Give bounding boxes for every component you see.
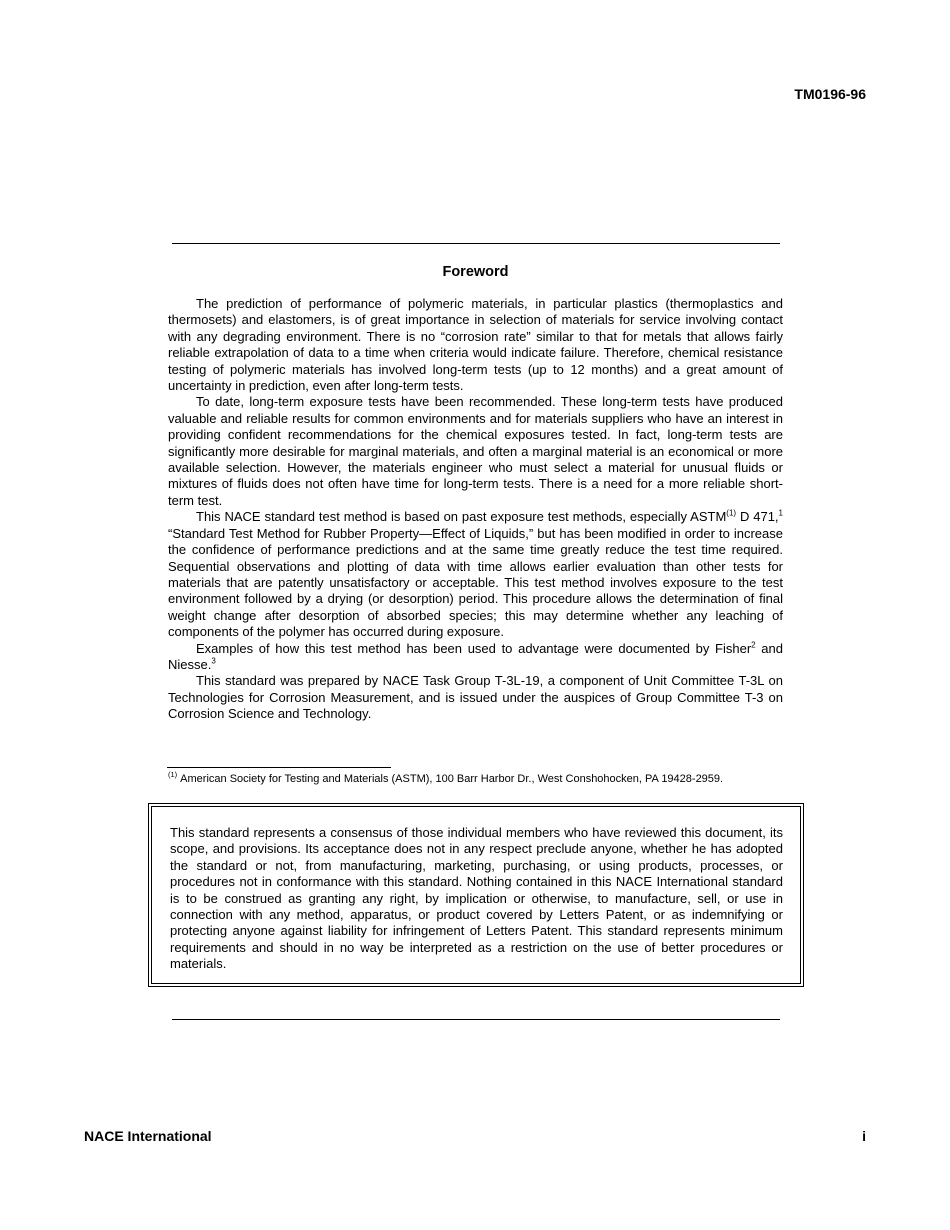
consensus-notice-text: This standard represents a consensus of those individual members who have reviewed this document, its scope, and provisions. Its acceptance does not in any respect preclude anyone, whether he has adopted the standard or not, from manufacturing, marketing, purchasing, or using products, processes, or procedures not in conformance with this standard. Nothing contained in this NACE International standard is to be construed as granting any right, by implication or otherwise, to manufacture, sell, or use in connection with any method, apparatus, or product covered by Letters Patent, or as indemnifying or protecting anyone against liability for infringement of Letters Patent. This standard represents minimum requirements and should in no way be interpreted as a restriction on the use of better procedures or materials. — [151, 806, 801, 984]
paragraph-4-text-b: and Niesse. — [168, 640, 783, 672]
reference-ref-2: 2 — [751, 640, 756, 650]
paragraph-3-text-b: D 471, — [736, 509, 779, 525]
foreword-paragraph-1: The prediction of performance of polymeric materials, in particular plastics (thermoplastics and thermosets) and elastomers, is of great importance in selection of materials for service involving contact with any degrading environment. There is no “corrosion rate” similar to that for metals that allows fairly reliable extrapolation of data to a time when criteria would indicate failure. Therefore, chemical resistance testing of polymeric materials has involved long-term tests (up to 12 months) and a great amount of uncertainty in prediction, even after long-term tests. — [168, 296, 783, 394]
paragraph-4-text-a: Examples of how this test method has been used to advantage were documented by Fisher — [196, 640, 752, 656]
foreword-paragraph-5: This standard was prepared by NACE Task Group T-3L-19, a component of Unit Committee T-3L on Technologies for Corrosion Measurement, and is issued under the auspices of Group Committee T-3 on Corrosion Science and Technology. — [168, 673, 783, 722]
footer-page-number: i — [862, 1128, 866, 1144]
footnote-ref-astm: (1) — [726, 508, 737, 518]
foreword-paragraph-3 — [168, 509, 783, 640]
top-divider — [172, 243, 780, 244]
footnote-text: American Society for Testing and Materials (ASTM), 100 Barr Harbor Dr., West Conshohocken, PA 19428-2959. — [180, 773, 724, 785]
reference-ref-1: 1 — [778, 508, 783, 518]
foreword-title: Foreword — [442, 264, 509, 280]
footnote — [168, 772, 788, 786]
paragraph-3-text-a: This NACE standard test method is based on past exposure test methods, especially ASTM — [196, 509, 727, 525]
foreword-body — [168, 296, 783, 723]
foreword-paragraph-2: To date, long-term exposure tests have been recommended. These long-term tests have produced valuable and reliable results for common environments and for materials suppliers who have an interest in providing confident recommendations for the chemical exposures tested. In fact, long-term tests are significantly more desirable for marginal materials, and often a marginal material is an economical or more available selection. However, the materials engineer who must select a material for unusual fluids or mixtures of fluids does not often have time for long-term tests. There is a need for a more reliable short-term test. — [168, 394, 783, 508]
footnote-marker: (1) — [168, 770, 178, 780]
footnote-divider — [167, 767, 391, 768]
bottom-divider — [172, 1019, 780, 1020]
document-number: TM0196-96 — [794, 86, 866, 102]
paragraph-3-text-c: “Standard Test Method for Rubber Property—Effect of Liquids,” but has been modified in order to increase the confidence of performance predictions and at the same time greatly reduce the test time required. Sequential observations and plotting of data with time allows earlier evaluation than other tests for materials that are patently unsatisfactory or acceptable. This test method involves exposure to the test environment followed by a drying (or desorption) period. This procedure allows the determination of final weight change after desorption of absorbed species; this may determine whether any leaching of components of the polymer has occurred during exposure. — [168, 525, 783, 640]
footer-publisher: NACE International — [84, 1128, 212, 1144]
foreword-paragraph-4 — [168, 641, 783, 674]
consensus-notice-box — [148, 803, 804, 987]
reference-ref-3: 3 — [211, 656, 216, 666]
